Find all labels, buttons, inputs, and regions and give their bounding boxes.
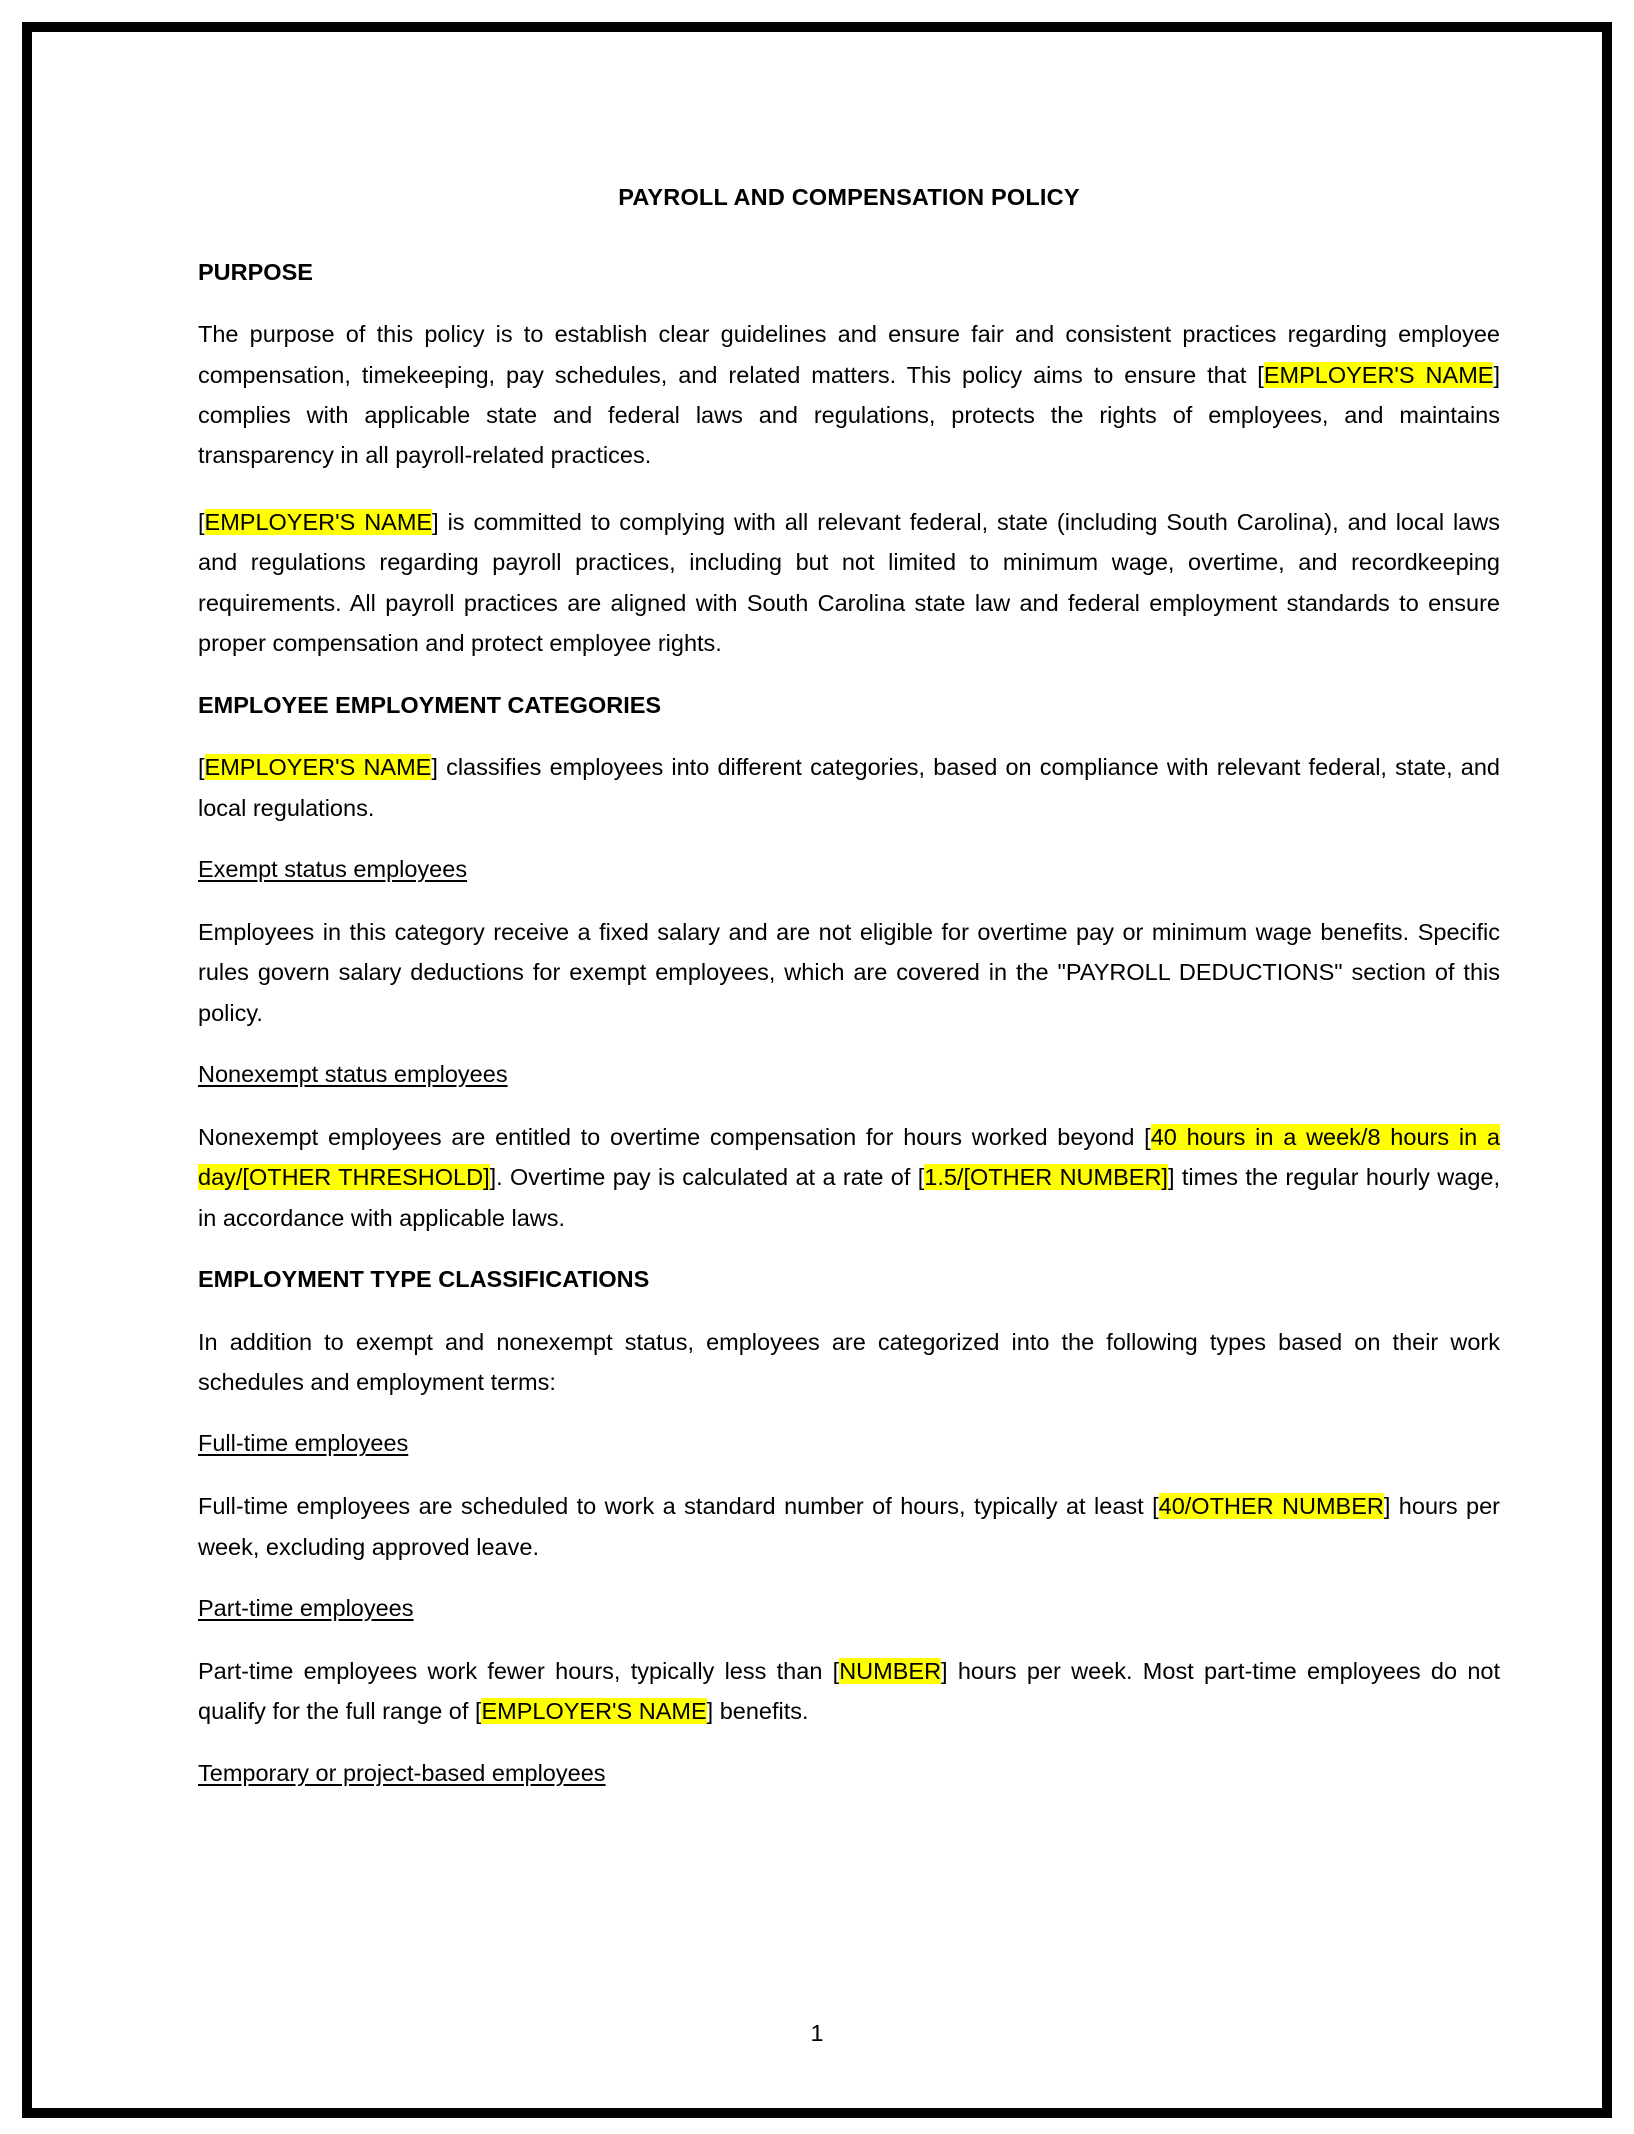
text-run: ] is committed to complying with all relevant federal, state (including South Carolina), and local laws and regulations regarding payroll practices, including but not limited to minimum wage, overtime, and recordkeeping requirements. All payroll practices are aligned with South Carolina state law and federal employment standards to ensure proper compensation and protect employee rights. — [198, 508, 1500, 657]
text-run: Nonexempt employees are entitled to overtime compensation for hours worked beyond [ — [198, 1123, 1151, 1150]
page-number: 1 — [810, 2020, 824, 2046]
subheading-wrap-temporary — [198, 1758, 1500, 1790]
highlight-employers-name: EMPLOYER'S NAME — [204, 508, 433, 535]
subheading-full-time-employees: Full-time employees — [198, 1430, 409, 1457]
text-run: Part-time employees work fewer hours, typically less than [ — [198, 1657, 840, 1684]
text-run: ] hours per week, excluding approved leave. — [198, 1493, 1500, 1560]
section-heading-employee-employment-categories: EMPLOYEE EMPLOYMENT CATEGORIES — [198, 691, 662, 718]
text-run: The purpose of this policy is to establish clear guidelines and ensure fair and consistent practices regarding employee compensation, timekeeping, pay schedules, and related matters. This policy aims to ensure that [ — [198, 321, 1500, 388]
section-heading-purpose: PURPOSE — [198, 258, 313, 285]
subheading-nonexempt-status-employees: Nonexempt status employees — [198, 1060, 508, 1087]
highlight-overtime-rate: 1.5/[OTHER NUMBER] — [924, 1164, 1168, 1191]
subheading-wrap-full-time — [198, 1428, 1500, 1460]
text-run: ]. Overtime pay is calculated at a rate of [ — [489, 1164, 925, 1191]
subheading-exempt-status-employees: Exempt status employees — [198, 856, 468, 883]
highlight-employers-name: EMPLOYER'S NAME — [1263, 361, 1494, 388]
highlight-employers-name: EMPLOYER'S NAME — [481, 1698, 707, 1725]
highlight-employers-name: EMPLOYER'S NAME — [204, 754, 432, 781]
paragraph-nonexempt-body — [198, 1117, 1500, 1238]
subheading-wrap-exempt — [198, 854, 1500, 886]
paragraph-purpose-1 — [198, 314, 1500, 476]
section-heading-employment-type-classifications: EMPLOYMENT TYPE CLASSIFICATIONS — [198, 1265, 650, 1292]
highlight-overtime-threshold: 40 hours in a week/8 hours in a day/[OTHER THRESHOLD] — [198, 1123, 1500, 1191]
subheading-wrap-nonexempt — [198, 1059, 1500, 1091]
subheading-temporary-or-project-based-employees: Temporary or project-based employees — [198, 1759, 606, 1786]
text-run: ] hours per week. Most part-time employees do not qualify for the full range of [ — [198, 1657, 1500, 1725]
paragraph-purpose-2 — [198, 502, 1500, 664]
document-body — [198, 182, 1500, 1815]
paragraph-exempt-body: Employees in this category receive a fixed salary and are not eligible for overtime pay or minimum wage benefits. Specific rules govern salary deductions for exempt employees, which are covered in the "PAYROLL DEDUCTIONS" section of this policy. — [198, 918, 1500, 1026]
paragraph-employment-type-intro: In addition to exempt and nonexempt status, employees are categorized into the following types based on their work schedules and employment terms: — [198, 1328, 1500, 1396]
text-run: [ — [198, 508, 205, 535]
text-run: ] benefits. — [706, 1698, 809, 1725]
paragraph-categories-intro — [198, 747, 1500, 828]
text-run: ] classifies employees into different categories, based on compliance with relevant federal, state, and local regulations. — [198, 754, 1500, 821]
paragraph-part-time-body — [198, 1651, 1500, 1732]
subheading-part-time-employees: Part-time employees — [198, 1594, 414, 1621]
page-border-frame — [22, 22, 1612, 2118]
document-title: PAYROLL AND COMPENSATION POLICY — [618, 184, 1080, 210]
paragraph-full-time-body — [198, 1486, 1500, 1567]
text-run: ] times the regular hourly wage, in accordance with applicable laws. — [198, 1164, 1501, 1231]
text-run: [ — [198, 754, 205, 781]
text-run: ] complies with applicable state and federal laws and regulations, protects the rights of employees, and maintains transparency in all payroll-related practices. — [198, 361, 1500, 469]
subheading-wrap-part-time — [198, 1593, 1500, 1625]
highlight-part-time-hours: NUMBER — [839, 1657, 942, 1684]
text-run: Full-time employees are scheduled to work a standard number of hours, typically at least [ — [198, 1493, 1159, 1520]
highlight-full-time-hours: 40/OTHER NUMBER — [1158, 1493, 1384, 1520]
